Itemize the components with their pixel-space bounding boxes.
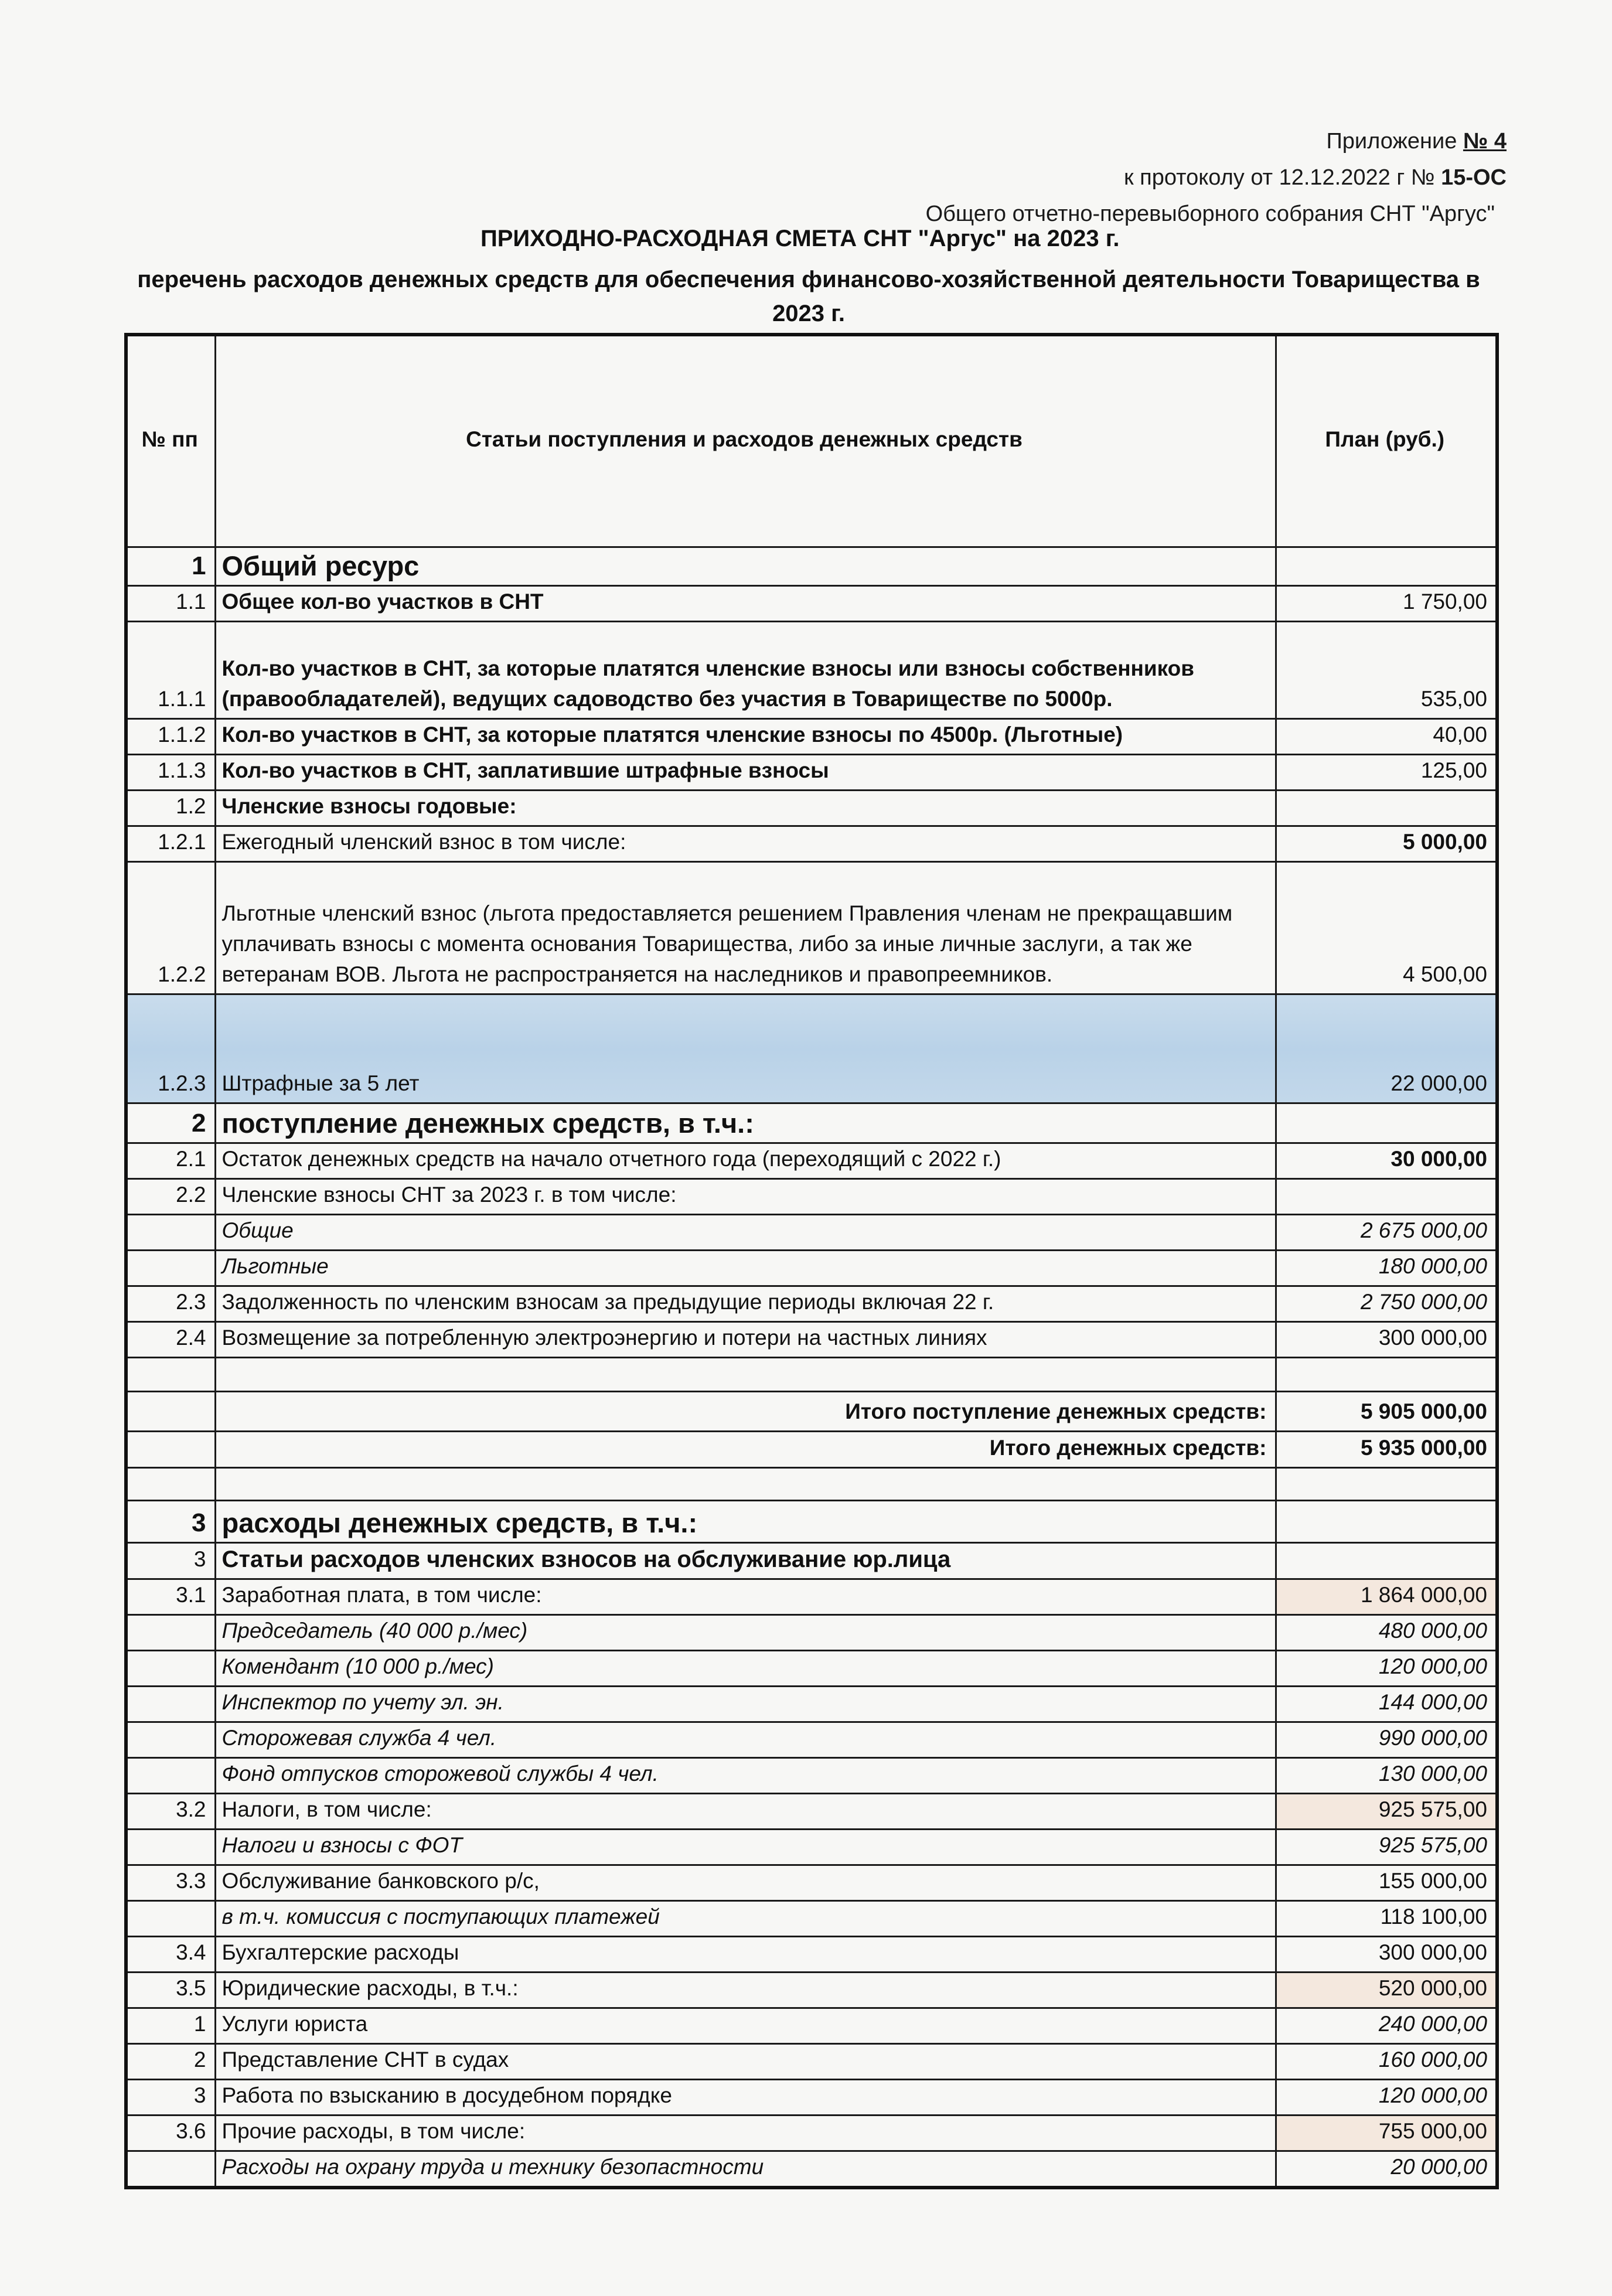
row-plan: 160 000,00 bbox=[1276, 2044, 1497, 2080]
row-number: 2.4 bbox=[126, 1322, 215, 1358]
table-row bbox=[126, 719, 1497, 755]
row-plan: 5 935 000,00 bbox=[1276, 1432, 1497, 1468]
row-plan: 520 000,00 bbox=[1276, 1973, 1497, 2008]
row-item: Членские взносы годовые: bbox=[215, 791, 1276, 826]
row-item: расходы денежных средств, в т.ч.: bbox=[215, 1501, 1276, 1543]
row-number: 1.2.1 bbox=[126, 826, 215, 862]
table-row bbox=[126, 791, 1497, 826]
meeting-line: Общего отчетно-перевыборного собрания СНТ "Аргус" bbox=[925, 202, 1495, 226]
row-plan: 130 000,00 bbox=[1276, 1758, 1497, 1794]
row-item: Заработная плата, в том числе: bbox=[215, 1579, 1276, 1615]
row-plan: 1 864 000,00 bbox=[1276, 1579, 1497, 1615]
row-plan: 300 000,00 bbox=[1276, 1937, 1497, 1973]
row-item: Налоги, в том числе: bbox=[215, 1794, 1276, 1830]
row-plan: 2 750 000,00 bbox=[1276, 1286, 1497, 1322]
row-item: Прочие расходы, в том числе: bbox=[215, 2116, 1276, 2151]
row-number bbox=[126, 2151, 215, 2188]
row-number: 3.5 bbox=[126, 1973, 215, 2008]
row-plan: 20 000,00 bbox=[1276, 2151, 1497, 2188]
row-plan: 118 100,00 bbox=[1276, 1901, 1497, 1937]
header-plan: План (руб.) bbox=[1276, 335, 1497, 547]
protocol-prefix: к протоколу от 12.12.2022 г № bbox=[1123, 165, 1435, 190]
row-number: 3.6 bbox=[126, 2116, 215, 2151]
table-row bbox=[126, 1830, 1497, 1865]
row-item: Сторожевая служба 4 чел. bbox=[215, 1722, 1276, 1758]
table-row bbox=[126, 994, 1497, 1103]
row-number bbox=[126, 1358, 215, 1392]
document-subtitle: перечень расходов денежных средств для обеспечения финансово-хозяйственной деятельности Товарищества в 2023 г. bbox=[137, 267, 1480, 326]
row-plan: 5 905 000,00 bbox=[1276, 1392, 1497, 1432]
table-row bbox=[126, 862, 1497, 994]
row-plan: 240 000,00 bbox=[1276, 2008, 1497, 2044]
row-item: Обслуживание банковского р/с, bbox=[215, 1865, 1276, 1901]
table-row bbox=[126, 1758, 1497, 1794]
row-number bbox=[126, 1901, 215, 1937]
table-row bbox=[126, 547, 1497, 586]
table-row bbox=[126, 1543, 1497, 1579]
row-item: Общее кол-во участков в СНТ bbox=[215, 586, 1276, 622]
row-number: 3.1 bbox=[126, 1579, 215, 1615]
row-number: 1 bbox=[126, 2008, 215, 2044]
row-item: Кол-во участков в СНТ, за которые платятся членские взносы по 4500р. (Льготные) bbox=[215, 719, 1276, 755]
table-row bbox=[126, 1579, 1497, 1615]
row-number: 2.1 bbox=[126, 1143, 215, 1179]
row-number: 1.1.1 bbox=[126, 622, 215, 719]
budget-table bbox=[124, 333, 1499, 2189]
document-title: ПРИХОДНО-РАСХОДНАЯ СМЕТА СНТ "Аргус" на 2023 г. bbox=[480, 226, 1120, 251]
table-row bbox=[126, 2044, 1497, 2080]
row-plan: 2 675 000,00 bbox=[1276, 1215, 1497, 1251]
row-number: 3 bbox=[126, 1543, 215, 1579]
row-plan: 120 000,00 bbox=[1276, 1651, 1497, 1687]
table-row-empty bbox=[126, 1358, 1497, 1392]
header-no: № пп bbox=[126, 335, 215, 547]
row-item: Итого поступление денежных средств: bbox=[215, 1392, 1276, 1432]
row-number bbox=[126, 1468, 215, 1501]
row-plan: 22 000,00 bbox=[1276, 994, 1497, 1103]
row-plan bbox=[1276, 1179, 1497, 1215]
row-item: Возмещение за потребленную электроэнергию и потери на частных линиях bbox=[215, 1322, 1276, 1358]
row-item: Общий ресурс bbox=[215, 547, 1276, 586]
table-header-row bbox=[126, 335, 1497, 547]
row-number: 1.2.3 bbox=[126, 994, 215, 1103]
table-row bbox=[126, 2080, 1497, 2116]
table-row bbox=[126, 1794, 1497, 1830]
row-item: Фонд отпусков сторожевой службы 4 чел. bbox=[215, 1758, 1276, 1794]
row-number: 2.2 bbox=[126, 1179, 215, 1215]
row-number bbox=[126, 1432, 215, 1468]
row-number bbox=[126, 1215, 215, 1251]
row-number bbox=[126, 1830, 215, 1865]
table-row bbox=[126, 1143, 1497, 1179]
row-item: Общие bbox=[215, 1215, 1276, 1251]
row-plan bbox=[1276, 791, 1497, 826]
row-plan: 925 575,00 bbox=[1276, 1794, 1497, 1830]
row-item: Кол-во участков в СНТ, заплатившие штрафные взносы bbox=[215, 755, 1276, 791]
table-row bbox=[126, 1687, 1497, 1722]
row-item: Налоги и взносы с ФОТ bbox=[215, 1830, 1276, 1865]
table-row bbox=[126, 1251, 1497, 1286]
row-item: Представление СНТ в судах bbox=[215, 2044, 1276, 2080]
table-row bbox=[126, 1651, 1497, 1687]
appendix-prefix: Приложение bbox=[1326, 129, 1457, 154]
table-row-total bbox=[126, 1392, 1497, 1432]
row-number bbox=[126, 1651, 215, 1687]
row-item: Льготные членский взнос (льгота предоставляется решением Правления членам не прекращавшим уплачивать взносы с момента основания Товарищества, либо за иные личные заслуги, а так же ветеранам ВОВ. Льгота не распространяется на наследников и правопреемников. bbox=[215, 862, 1276, 994]
table-row bbox=[126, 1501, 1497, 1543]
row-item: Остаток денежных средств на начало отчетного года (переходящий с 2022 г.) bbox=[215, 1143, 1276, 1179]
row-plan: 300 000,00 bbox=[1276, 1322, 1497, 1358]
row-item: Услуги юриста bbox=[215, 2008, 1276, 2044]
row-item: Итого денежных средств: bbox=[215, 1432, 1276, 1468]
table-row bbox=[126, 1901, 1497, 1937]
row-number: 1.1.2 bbox=[126, 719, 215, 755]
table-row bbox=[126, 1865, 1497, 1901]
row-plan: 144 000,00 bbox=[1276, 1687, 1497, 1722]
table-row bbox=[126, 1615, 1497, 1651]
row-item: Кол-во участков в СНТ, за которые платятся членские взносы или взносы собственников (правообладателей), ведущих садоводство без участия в Товариществе по 5000р. bbox=[215, 622, 1276, 719]
table-row bbox=[126, 826, 1497, 862]
row-item: Ежегодный членский взнос в том числе: bbox=[215, 826, 1276, 862]
row-plan bbox=[1276, 1358, 1497, 1392]
row-item: Членские взносы СНТ за 2023 г. в том числе: bbox=[215, 1179, 1276, 1215]
table-row bbox=[126, 755, 1497, 791]
row-number: 3 bbox=[126, 1501, 215, 1543]
row-item bbox=[215, 1468, 1276, 1501]
row-item: Комендант (10 000 р./мес) bbox=[215, 1651, 1276, 1687]
table-row-empty bbox=[126, 1468, 1497, 1501]
row-plan: 125,00 bbox=[1276, 755, 1497, 791]
row-number bbox=[126, 1251, 215, 1286]
row-item: в т.ч. комиссия с поступающих платежей bbox=[215, 1901, 1276, 1937]
table-row bbox=[126, 1103, 1497, 1143]
row-number bbox=[126, 1392, 215, 1432]
row-number: 2 bbox=[126, 2044, 215, 2080]
protocol-line bbox=[1124, 159, 1507, 196]
table-row bbox=[126, 1722, 1497, 1758]
row-item: Работа по взысканию в досудебном порядке bbox=[215, 2080, 1276, 2116]
row-item: поступление денежных средств, в т.ч.: bbox=[215, 1103, 1276, 1143]
appendix-number: № 4 bbox=[1463, 129, 1507, 154]
row-number bbox=[126, 1687, 215, 1722]
row-plan: 30 000,00 bbox=[1276, 1143, 1497, 1179]
row-plan: 5 000,00 bbox=[1276, 826, 1497, 862]
table-row bbox=[126, 2116, 1497, 2151]
row-number: 3.3 bbox=[126, 1865, 215, 1901]
row-item: Статьи расходов членских взносов на обслуживание юр.лица bbox=[215, 1543, 1276, 1579]
table-row bbox=[126, 1322, 1497, 1358]
row-plan bbox=[1276, 547, 1497, 586]
row-plan: 480 000,00 bbox=[1276, 1615, 1497, 1651]
table-row bbox=[126, 622, 1497, 719]
row-plan: 40,00 bbox=[1276, 719, 1497, 755]
row-number: 3.4 bbox=[126, 1937, 215, 1973]
row-number bbox=[126, 1722, 215, 1758]
table-row bbox=[126, 1179, 1497, 1215]
table-row bbox=[126, 2008, 1497, 2044]
row-number bbox=[126, 1615, 215, 1651]
row-number: 3 bbox=[126, 2080, 215, 2116]
header-item: Статьи поступления и расходов денежных средств bbox=[215, 335, 1276, 547]
row-plan: 925 575,00 bbox=[1276, 1830, 1497, 1865]
row-plan bbox=[1276, 1543, 1497, 1579]
row-item: Штрафные за 5 лет bbox=[215, 994, 1276, 1103]
row-number: 1 bbox=[126, 547, 215, 586]
row-plan: 4 500,00 bbox=[1276, 862, 1497, 994]
row-plan: 535,00 bbox=[1276, 622, 1497, 719]
row-plan bbox=[1276, 1468, 1497, 1501]
row-item: Расходы на охрану труда и технику безопастности bbox=[215, 2151, 1276, 2188]
row-plan bbox=[1276, 1103, 1497, 1143]
row-plan: 180 000,00 bbox=[1276, 1251, 1497, 1286]
row-item: Инспектор по учету эл. эн. bbox=[215, 1687, 1276, 1722]
row-number: 2 bbox=[126, 1103, 215, 1143]
table-row bbox=[126, 1286, 1497, 1322]
row-plan: 755 000,00 bbox=[1276, 2116, 1497, 2151]
row-item: Льготные bbox=[215, 1251, 1276, 1286]
row-number: 1.2.2 bbox=[126, 862, 215, 994]
row-plan: 990 000,00 bbox=[1276, 1722, 1497, 1758]
table-row bbox=[126, 1215, 1497, 1251]
protocol-number: 15-ОС bbox=[1441, 165, 1507, 190]
row-item: Председатель (40 000 р./мес) bbox=[215, 1615, 1276, 1651]
row-number: 1.1 bbox=[126, 586, 215, 622]
row-number bbox=[126, 1758, 215, 1794]
row-plan: 1 750,00 bbox=[1276, 586, 1497, 622]
row-plan: 155 000,00 bbox=[1276, 1865, 1497, 1901]
row-item: Бухгалтерские расходы bbox=[215, 1937, 1276, 1973]
table-row-total bbox=[126, 1432, 1497, 1468]
table-row bbox=[126, 1937, 1497, 1973]
row-plan: 120 000,00 bbox=[1276, 2080, 1497, 2116]
row-plan bbox=[1276, 1501, 1497, 1543]
row-number: 3.2 bbox=[126, 1794, 215, 1830]
row-item bbox=[215, 1358, 1276, 1392]
row-item: Юридические расходы, в т.ч.: bbox=[215, 1973, 1276, 2008]
table-row bbox=[126, 2151, 1497, 2188]
appendix-line bbox=[1326, 123, 1507, 159]
table-row bbox=[126, 1973, 1497, 2008]
row-number: 1.2 bbox=[126, 791, 215, 826]
row-item: Задолженность по членским взносам за предыдущие периоды включая 22 г. bbox=[215, 1286, 1276, 1322]
row-number: 2.3 bbox=[126, 1286, 215, 1322]
row-number: 1.1.3 bbox=[126, 755, 215, 791]
table-row bbox=[126, 586, 1497, 622]
